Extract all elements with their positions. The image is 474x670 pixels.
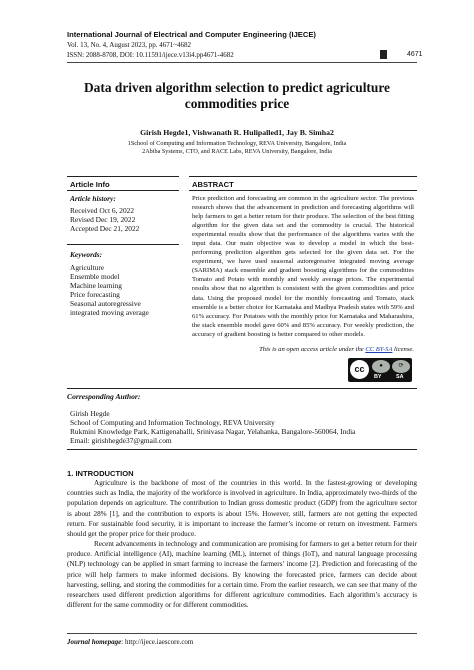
history-revised: Revised Dec 19, 2022 [70,215,136,224]
footer-divider [67,633,417,634]
intro-paragraph-2: Recent advancements in technology and communication are promising for farmers to get a better return for their produce. Artificial intelligence (AI), machine learning (ML), internet of things (IoT), and natural language processing (NLP) technology can be applied in smart farming to increase the farmers’ income [2]. Prediction and forecasting of the price will help farmers to make informed decisions. By knowing the forecasted price, farmers can decide about harvesting, selling, and storing the commodities for a certain time. From the earlier research, we can see that many of the researchers used different prediction algorithms for different agriculture commodities. Each algorithm’s accuracy is different for the same commodity or for different commodities. [67,540,417,610]
license-prefix: This is an open access article under the [259,346,366,353]
corresponding-email[interactable]: Email: girishhegde37@gmail.com [70,436,172,445]
corresponding-label: Corresponding Author: [67,392,141,401]
affiliation-2: 2Abiba Systems, CTO, and RACE Labs, REVA University, Bangalore, India [142,148,332,155]
abstract-text: Price prediction and forecasting are common in the agriculture sector. The previous research shows that the advancement in prediction and forecasting algorithms will help farmers to get a better return for their produce. The selection of the best fitting algorithm for the given data set and the commodity is crucial. The historical experimental results show that the performance of the algorithms varies with the input data. Our main objective was to develop a model in which the best-performing prediction algorithm gets selected for the given data set. For the experiment, we have used seasonal autoregressive integrated moving average (SARIMA) stack ensemble and gradient boosting algorithms for the commodities Tomato and Potato with monthly and weekly average prices. The experimental results show that no algorithm is consistent with the given commodities and price data. Using the proposed model for the monthly forecasting and Tomato, stack ensemble is a better choice for Karnataka and Madhya Pradesh states with 59% and 61% accuracy. For Potatoes with the monthly price for Karnataka and Maharashtra, the stack ensemble model gave 60% and 85% accuracy. For weekly prediction, the accuracy of gradient boosting is better compared to other models. [192,195,414,338]
journal-name: International Journal of Electrical and Computer Engineering (IJECE) [67,30,316,39]
affiliation-1: 1School of Computing and Information Technology, REVA University, Bangalore, India [127,140,347,147]
keywords-rule [67,244,179,245]
license-statement [192,346,414,353]
keyword-item: Agriculture [70,263,105,272]
license-suffix: license. [392,346,414,353]
corresponding-rule-bottom [67,449,417,450]
article-info-rule-bottom [67,190,179,191]
keyword-item: Ensemble model [70,272,120,281]
abstract-rule-bottom [189,190,417,191]
history-label: Article history: [70,194,116,203]
page-number: 4671 [407,51,423,58]
corresponding-name: Girish Hegde [70,409,110,418]
homepage-label: Journal homepage [67,638,122,646]
history-accepted: Accepted Dec 21, 2022 [70,224,140,233]
article-info-rule-top [67,176,179,177]
header-divider [67,62,417,63]
cc-by-sa-link[interactable]: CC BY-SA [365,346,393,353]
issn-doi-line: ISSN: 2088-8708, DOI: 10.11591/ijece.v13i4.pp4671-4682 [67,51,234,59]
corresponding-institution: School of Computing and Information Technology, REVA University [70,418,275,427]
corresponding-address: Rukmini Knowledge Park, Kattigenahalli, Srinivasa Nagar, Yelahanka, Bangalore-560064, India [70,427,356,436]
title-line-1: Data driven algorithm selection to predict agriculture [84,80,390,95]
abstract-rule-top [189,176,417,177]
cc-icon: cc [350,360,369,379]
by-person-icon: ● [372,360,390,373]
keyword-item: Seasonal autoregressive [70,299,141,308]
page-icon [380,50,387,59]
keyword-item: integrated moving average [70,308,149,317]
keyword-item: Price forecasting [70,290,120,299]
paper-title [67,80,407,112]
sa-label: SA [396,374,404,380]
journal-homepage [67,638,193,646]
cc-license-badge[interactable] [348,358,412,382]
share-alike-icon: ⟳ [392,360,410,373]
introduction-heading: 1. INTRODUCTION [67,469,134,478]
corresponding-rule [67,388,417,389]
article-info-heading: Article Info [70,180,110,189]
title-line-2: commodities price [184,96,290,111]
abstract-heading: ABSTRACT [192,180,234,189]
volume-line: Vol. 13, No. 4, August 2023, pp. 4671~4682 [67,41,192,49]
intro-paragraph-1: Agriculture is the backbone of most of the countries in this world. In the fastest-growing or developing countries such as India, the majority of the workforce is involved in agriculture. In India, approximately two-thirds of the population depends on agriculture. The contribution to Indian gross domestic product (GDP) from the agriculture sector is about 28% [1], and the contribution to exports is about 15%. However, still, farmers are not getting the expected return. For sustainable food security, it is important to increase the farmer’s income or return on investment. Farmers should get the proper price for their produce. [67,479,417,539]
keywords-label: Keywords: [70,250,103,259]
homepage-url[interactable]: : http://ijece.iaescore.com [121,638,194,646]
history-received: Received Oct 6, 2022 [70,206,135,215]
author-list: Girish Hegde1, Vishwanath R. Hulipalled1, Jay B. Simha2 [140,128,334,137]
by-label: BY [374,374,382,380]
keyword-item: Machine learning [70,281,122,290]
